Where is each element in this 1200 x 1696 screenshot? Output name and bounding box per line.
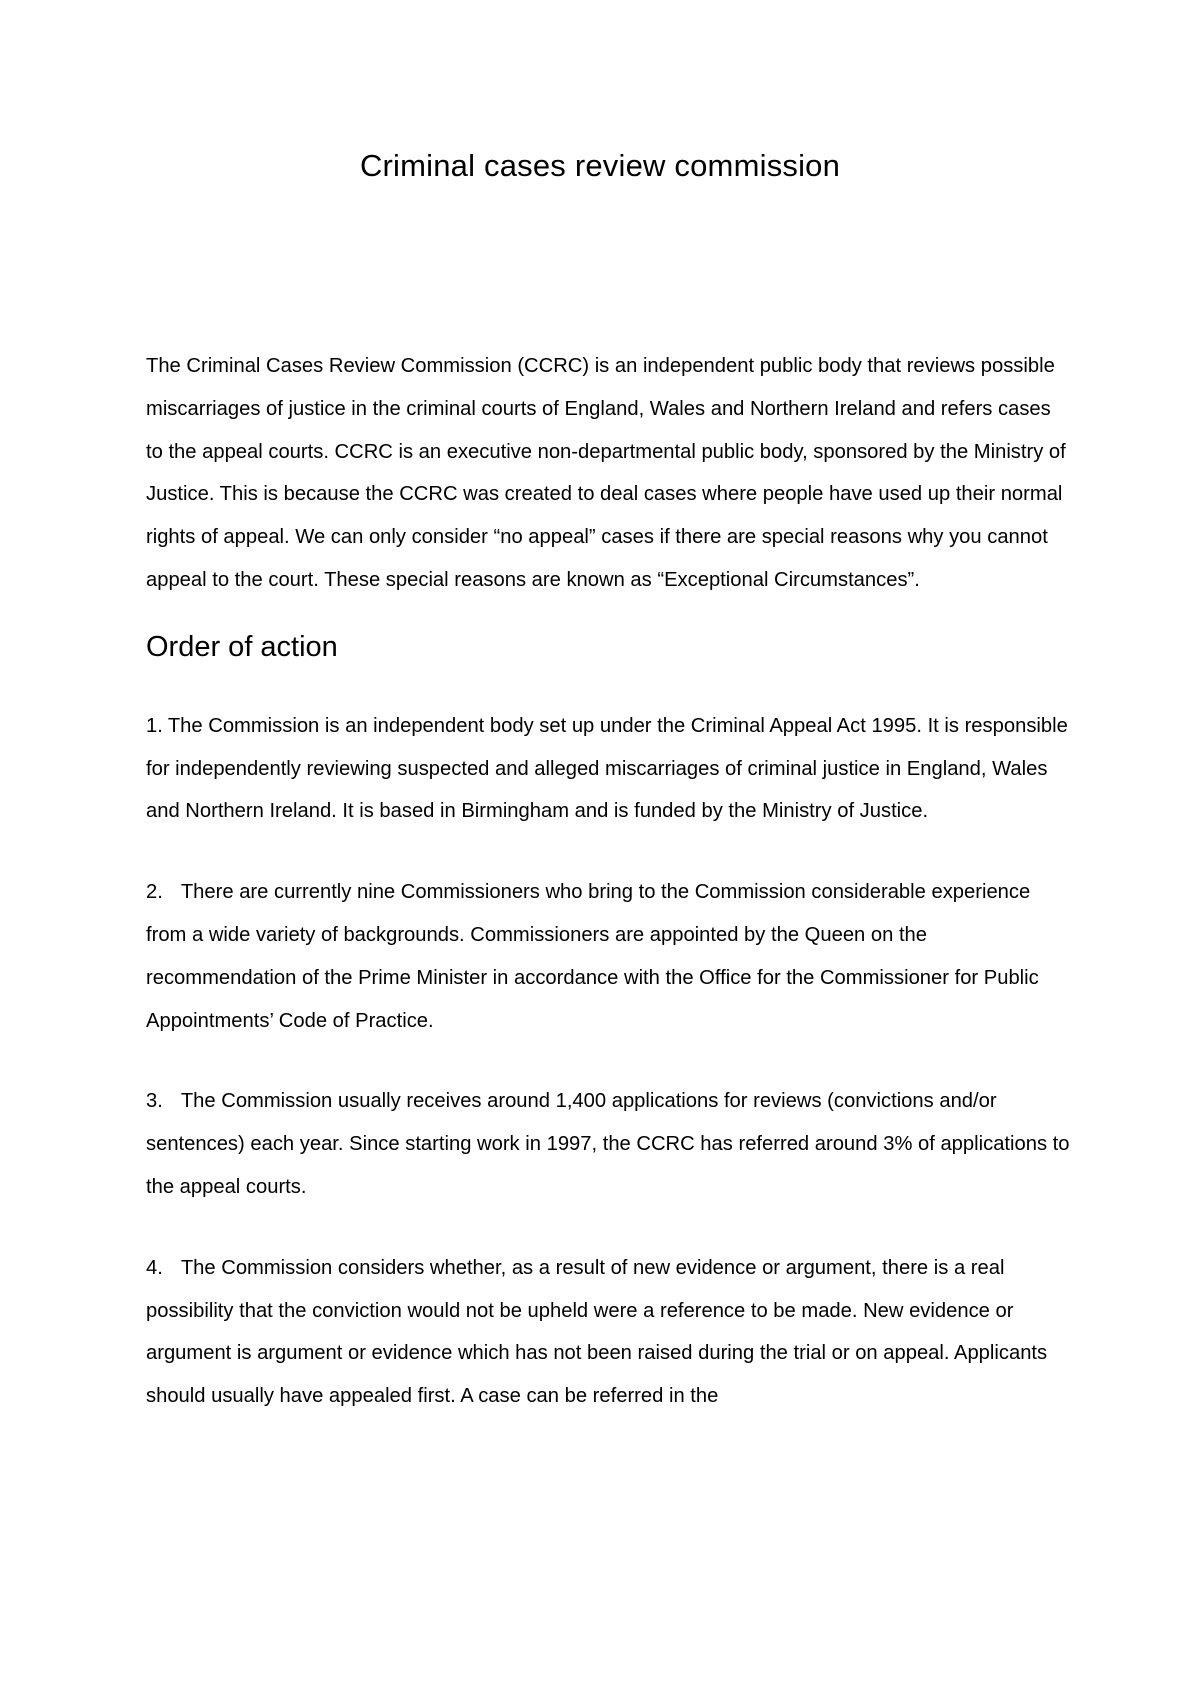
list-item-number: 1. (146, 714, 163, 737)
list-item-number: 3. (146, 1090, 163, 1113)
list-item-text: There are currently nine Commissioners who bring to the Commission considerable experience from a wide variety of backgrounds. Commissioners are appointed by the Queen on the recommendation of the Prime Minister in accordance with the Office for the Commissioner for Public Appointments’ Code of Practice. (146, 881, 1039, 1032)
list-item-number: 2. (146, 881, 163, 904)
list-item (146, 1247, 1071, 1418)
section-heading: Order of action (146, 630, 338, 663)
list-item (146, 1080, 1071, 1208)
document-title: Criminal cases review commission (359, 148, 841, 183)
list-item (146, 705, 1071, 833)
list-item-text: The Commission considers whether, as a result of new evidence or argument, there is a real possibility that the conviction would not be upheld were a reference to be made. New evidence or argument is argument or evidence which has not been raised during the trial or on appeal. Applicants should usually have appealed first. A case can be referred in the (146, 1256, 1048, 1408)
list-item-number: 4. (146, 1256, 163, 1279)
intro-paragraph: The Criminal Cases Review Commission (CCRC) is an independent public body that reviews possible miscarriages of justice in the criminal courts of England, Wales and Northern Ireland and refers cases to the appeal courts. CCRC is an executive non-departmental public body, sponsored by the Ministry of Justice. This is because the CCRC was created to deal cases where people have used up their normal rights of appeal. We can only consider “no appeal” cases if there are special reasons why you cannot appeal to the court. These special reasons are known as “Exceptional Circumstances”. (146, 355, 1066, 591)
list-item-text: The Commission is an independent body set up under the Criminal Appeal Act 1995. It is responsible for independently reviewing suspected and alleged miscarriages of criminal justice in England, Wales and Northern Ireland. It is based in Birmingham and is funded by the Ministry of Justice. (146, 714, 1068, 823)
list-item (146, 871, 1071, 1042)
document-body (146, 345, 1071, 1456)
list-item-text: The Commission usually receives around 1,400 applications for reviews (convictions and/or sentences) each year. Since starting work in 1997, the CCRC has referred around 3% of applications to the appeal courts. (146, 1090, 1070, 1198)
